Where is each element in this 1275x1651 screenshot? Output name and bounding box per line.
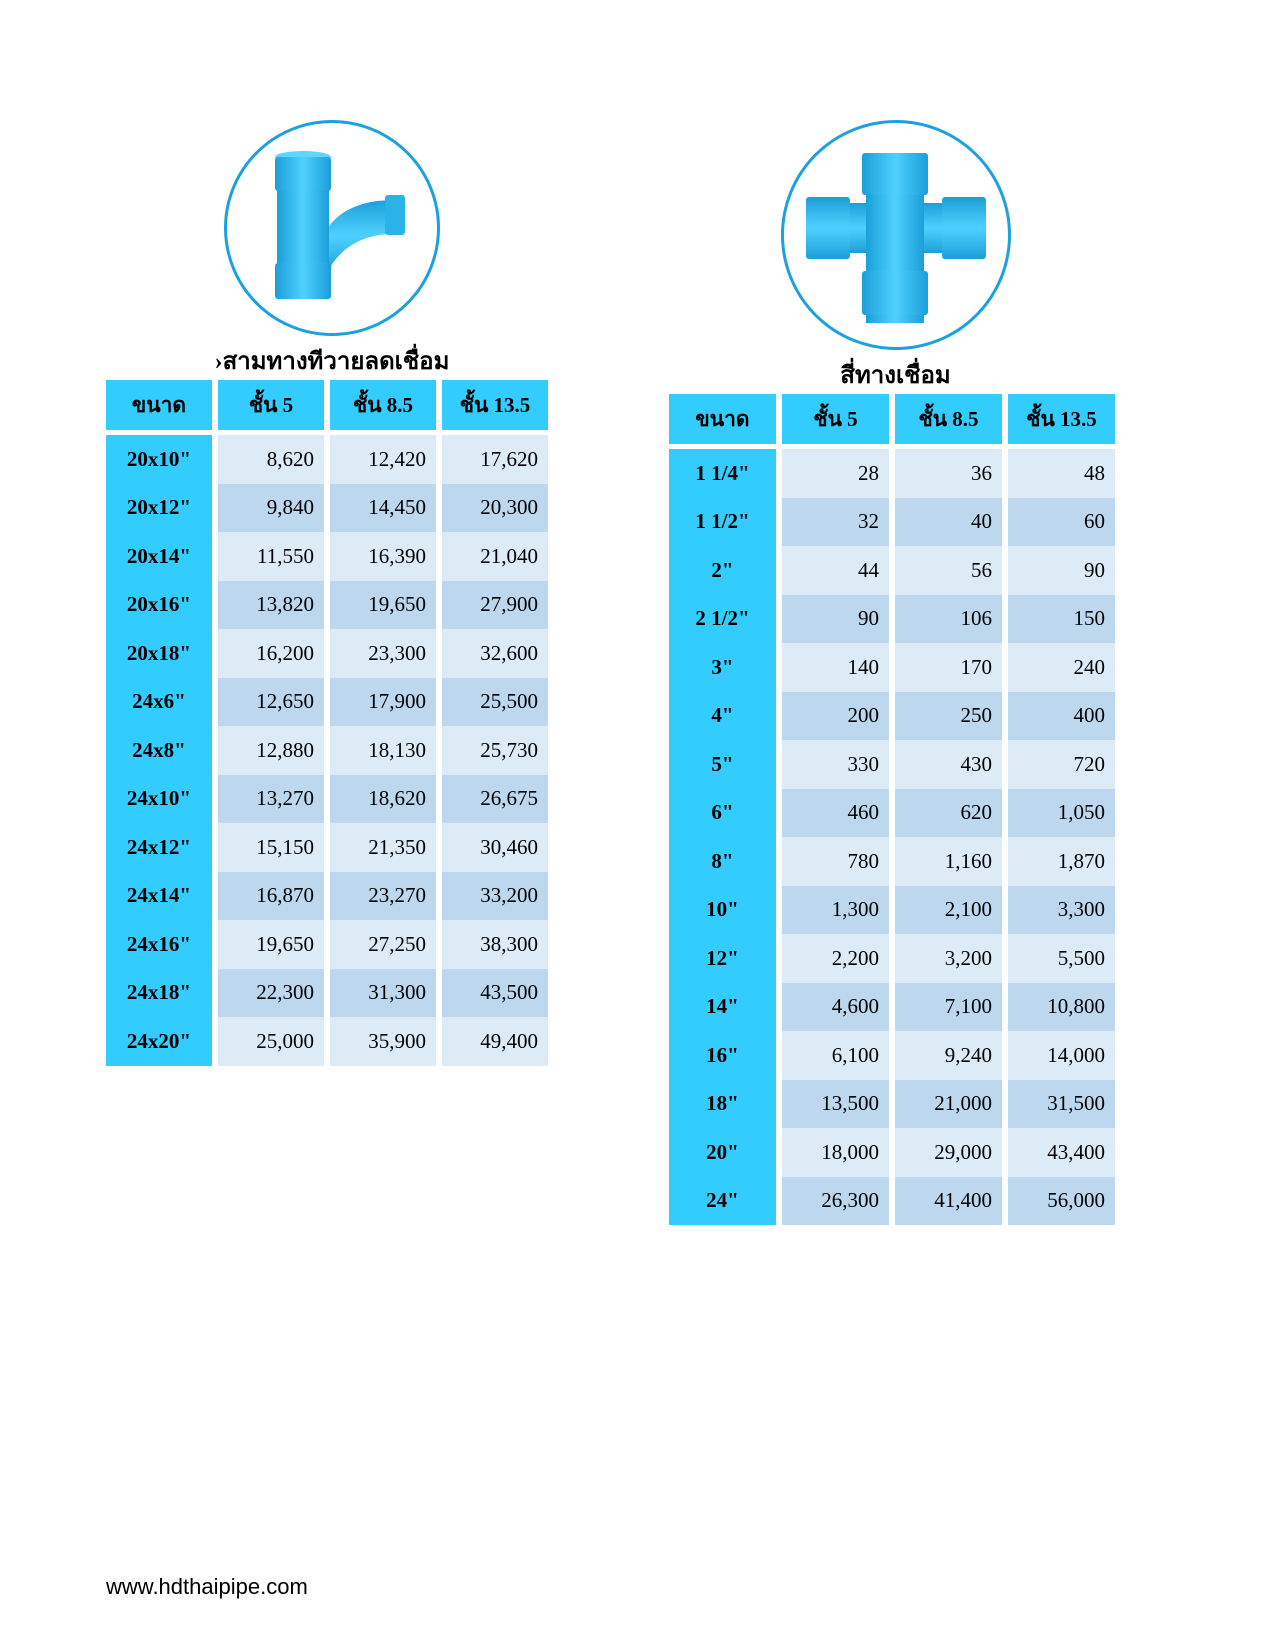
table-row	[669, 934, 1115, 983]
table-row	[106, 920, 548, 969]
price-cell: 15,150	[218, 823, 324, 872]
table-row	[106, 872, 548, 921]
price-cell: 12,420	[330, 435, 436, 484]
size-cell: 20"	[669, 1128, 776, 1177]
price-cell: 27,900	[442, 581, 548, 630]
size-cell: 8"	[669, 837, 776, 886]
price-cell: 44	[782, 546, 889, 595]
price-cell: 23,270	[330, 872, 436, 921]
table-row	[106, 1017, 548, 1066]
price-cell: 620	[895, 789, 1002, 838]
price-cell: 16,870	[218, 872, 324, 921]
product-reducing-wye	[106, 120, 558, 1066]
price-cell: 330	[782, 740, 889, 789]
price-cell: 49,400	[442, 1017, 548, 1066]
pvc-cross-fitting-icon	[784, 123, 1008, 347]
price-cell: 28	[782, 449, 889, 498]
price-cell: 200	[782, 692, 889, 741]
table-row	[669, 983, 1115, 1032]
size-cell: 24x16"	[106, 920, 212, 969]
price-cell: 2,200	[782, 934, 889, 983]
price-cell: 2,100	[895, 886, 1002, 935]
price-cell: 19,650	[330, 581, 436, 630]
website-link[interactable]: www.hdthaipipe.com	[106, 1574, 308, 1599]
price-cell: 18,130	[330, 726, 436, 775]
size-cell: 20x18"	[106, 629, 212, 678]
table-row	[669, 886, 1115, 935]
price-cell: 9,840	[218, 484, 324, 533]
size-cell: 12"	[669, 934, 776, 983]
price-cell: 5,500	[1008, 934, 1115, 983]
price-cell: 22,300	[218, 969, 324, 1018]
price-cell: 43,400	[1008, 1128, 1115, 1177]
price-cell: 13,270	[218, 775, 324, 824]
size-cell: 2"	[669, 546, 776, 595]
price-cell: 35,900	[330, 1017, 436, 1066]
table-row	[106, 678, 548, 727]
price-cell: 31,300	[330, 969, 436, 1018]
price-cell: 32,600	[442, 629, 548, 678]
table-row	[106, 775, 548, 824]
table-row	[106, 726, 548, 775]
price-cell: 13,820	[218, 581, 324, 630]
table-row	[106, 532, 548, 581]
size-cell: 1 1/2"	[669, 498, 776, 547]
price-cell: 90	[1008, 546, 1115, 595]
price-cell: 41,400	[895, 1177, 1002, 1226]
price-cell: 13,500	[782, 1080, 889, 1129]
price-cell: 240	[1008, 643, 1115, 692]
product-cross	[669, 120, 1122, 1225]
table-row	[669, 449, 1115, 498]
price-cell: 25,000	[218, 1017, 324, 1066]
price-cell: 720	[1008, 740, 1115, 789]
size-cell: 18"	[669, 1080, 776, 1129]
table-row	[669, 789, 1115, 838]
price-cell: 16,200	[218, 629, 324, 678]
price-cell: 21,040	[442, 532, 548, 581]
price-cell: 10,800	[1008, 983, 1115, 1032]
table-row	[106, 823, 548, 872]
price-cell: 16,390	[330, 532, 436, 581]
price-cell: 40	[895, 498, 1002, 547]
column-header-class135: ชั้น 13.5	[442, 380, 548, 435]
price-cell: 3,200	[895, 934, 1002, 983]
price-table-left	[100, 380, 554, 1066]
price-cell: 8,620	[218, 435, 324, 484]
product-title: ›สามทางทีวายลดเชื่อม	[214, 349, 450, 375]
price-cell: 430	[895, 740, 1002, 789]
table-row	[106, 629, 548, 678]
size-cell: 24x12"	[106, 823, 212, 872]
price-cell: 150	[1008, 595, 1115, 644]
price-cell: 43,500	[442, 969, 548, 1018]
table-row	[669, 1128, 1115, 1177]
price-cell: 20,300	[442, 484, 548, 533]
size-cell: 24x18"	[106, 969, 212, 1018]
price-cell: 60	[1008, 498, 1115, 547]
price-cell: 1,870	[1008, 837, 1115, 886]
price-cell: 56,000	[1008, 1177, 1115, 1226]
size-cell: 14"	[669, 983, 776, 1032]
price-cell: 780	[782, 837, 889, 886]
column-header-size: ขนาด	[106, 380, 212, 435]
size-cell: 24x6"	[106, 678, 212, 727]
price-cell: 27,250	[330, 920, 436, 969]
size-cell: 24x8"	[106, 726, 212, 775]
price-cell: 12,650	[218, 678, 324, 727]
price-cell: 23,300	[330, 629, 436, 678]
price-cell: 33,200	[442, 872, 548, 921]
price-cell: 32	[782, 498, 889, 547]
size-cell: 24x20"	[106, 1017, 212, 1066]
table-row	[669, 643, 1115, 692]
price-cell: 26,675	[442, 775, 548, 824]
price-cell: 7,100	[895, 983, 1002, 1032]
price-cell: 1,160	[895, 837, 1002, 886]
price-cell: 9,240	[895, 1031, 1002, 1080]
price-cell: 460	[782, 789, 889, 838]
column-header-class85: ชั้น 8.5	[895, 394, 1002, 449]
price-cell: 250	[895, 692, 1002, 741]
size-cell: 3"	[669, 643, 776, 692]
product-image-frame	[781, 120, 1011, 350]
price-cell: 21,000	[895, 1080, 1002, 1129]
price-cell: 400	[1008, 692, 1115, 741]
price-cell: 4,600	[782, 983, 889, 1032]
product-image-frame	[224, 120, 440, 336]
table-header-row	[106, 380, 548, 435]
price-cell: 140	[782, 643, 889, 692]
size-cell: 20x14"	[106, 532, 212, 581]
price-cell: 48	[1008, 449, 1115, 498]
column-header-class5: ชั้น 5	[782, 394, 889, 449]
column-header-class135: ชั้น 13.5	[1008, 394, 1115, 449]
price-cell: 56	[895, 546, 1002, 595]
price-cell: 19,650	[218, 920, 324, 969]
table-row	[669, 837, 1115, 886]
table-header-row	[669, 394, 1115, 449]
price-cell: 11,550	[218, 532, 324, 581]
price-cell: 1,300	[782, 886, 889, 935]
price-cell: 17,620	[442, 435, 548, 484]
table-row	[669, 595, 1115, 644]
price-cell: 6,100	[782, 1031, 889, 1080]
table-row	[669, 1080, 1115, 1129]
size-cell: 24"	[669, 1177, 776, 1226]
price-cell: 26,300	[782, 1177, 889, 1226]
price-cell: 18,620	[330, 775, 436, 824]
price-cell: 17,900	[330, 678, 436, 727]
size-cell: 16"	[669, 1031, 776, 1080]
size-cell: 10"	[669, 886, 776, 935]
size-cell: 1 1/4"	[669, 449, 776, 498]
column-header-size: ขนาด	[669, 394, 776, 449]
price-cell: 170	[895, 643, 1002, 692]
price-cell: 14,000	[1008, 1031, 1115, 1080]
price-cell: 36	[895, 449, 1002, 498]
price-cell: 14,450	[330, 484, 436, 533]
size-cell: 24x14"	[106, 872, 212, 921]
price-cell: 25,500	[442, 678, 548, 727]
size-cell: 20x16"	[106, 581, 212, 630]
table-row	[106, 435, 548, 484]
table-row	[669, 740, 1115, 789]
column-header-class85: ชั้น 8.5	[330, 380, 436, 435]
table-row	[669, 1177, 1115, 1226]
price-cell: 90	[782, 595, 889, 644]
table-row	[669, 1031, 1115, 1080]
price-cell: 21,350	[330, 823, 436, 872]
table-row	[669, 498, 1115, 547]
price-cell: 30,460	[442, 823, 548, 872]
price-cell: 106	[895, 595, 1002, 644]
price-cell: 1,050	[1008, 789, 1115, 838]
table-row	[106, 969, 548, 1018]
table-row	[106, 484, 548, 533]
table-row	[669, 546, 1115, 595]
price-table-right	[663, 394, 1121, 1225]
price-cell: 31,500	[1008, 1080, 1115, 1129]
size-cell: 24x10"	[106, 775, 212, 824]
size-cell: 2 1/2"	[669, 595, 776, 644]
column-header-class5: ชั้น 5	[218, 380, 324, 435]
product-title: สี่ทางเชื่อม	[840, 363, 951, 389]
size-cell: 5"	[669, 740, 776, 789]
price-cell: 25,730	[442, 726, 548, 775]
pvc-reducing-wye-tee-icon	[227, 123, 437, 333]
size-cell: 6"	[669, 789, 776, 838]
price-cell: 38,300	[442, 920, 548, 969]
size-cell: 20x10"	[106, 435, 212, 484]
price-cell: 12,880	[218, 726, 324, 775]
price-cell: 3,300	[1008, 886, 1115, 935]
table-row	[106, 581, 548, 630]
size-cell: 20x12"	[106, 484, 212, 533]
size-cell: 4"	[669, 692, 776, 741]
price-cell: 18,000	[782, 1128, 889, 1177]
price-cell: 29,000	[895, 1128, 1002, 1177]
table-row	[669, 692, 1115, 741]
